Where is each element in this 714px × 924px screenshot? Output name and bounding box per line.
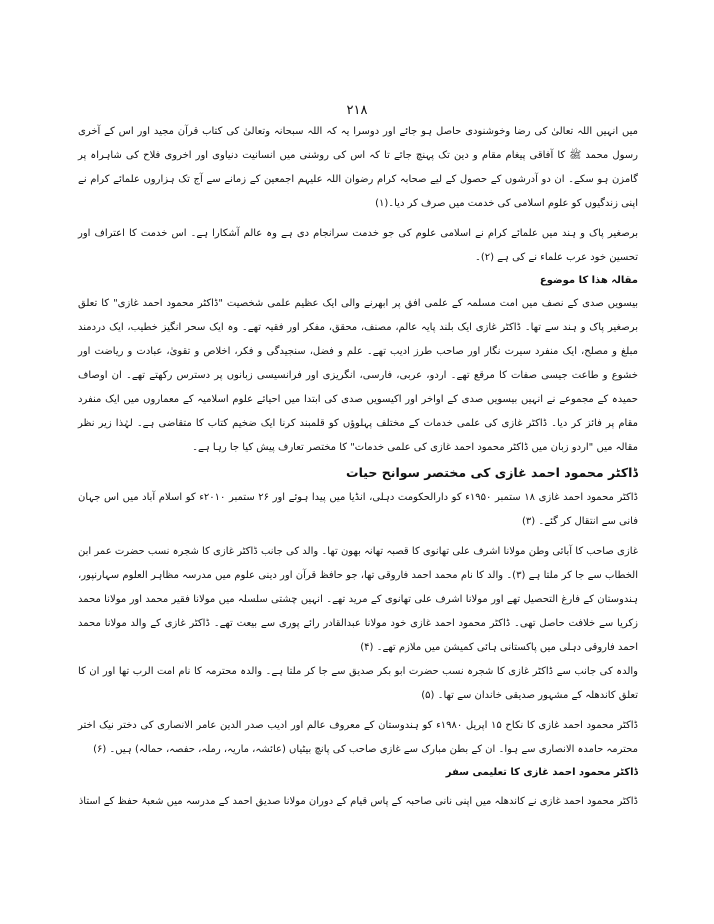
paragraph-marriage: ڈاکٹر محمود احمد غازی کا نکاح ۱۵ اپریل ۱۹۸۰ء کو ہندوستان کے معروف عالم اور ادیب صدر الدین عامر الانصاری کی دختر نیک اختر محترمہ حامدہ الانصاری سے ہوا۔ ان کے بطن مبارک سے غازی صاحب کی پانچ بیٹیاں (عائشہ، ماریہ، رملہ، حفصہ، حمالہ) ہیں۔ (۶) [78, 720, 638, 755]
page-number: ۲۱۸ [346, 103, 368, 118]
document-body [78, 120, 638, 814]
paragraph-subcontinent-scholars: برصغیر پاک و ہند میں علمائے کرام نے اسلامی علوم کی جو خدمت سرانجام دی ہے وہ عالم آشکارا ہے۔ اس خدمت کا اعتراف اور تحسین خود عرب علماء نے کی ہے (۲)۔ [78, 228, 638, 263]
paragraph-topic: بیسویں صدی کے نصف میں امت مسلمہ کے علمی افق پر ابھرنے والی ایک عظیم علمی شخصیت "ڈاکٹر محمود احمد غازی" کا تعلق برصغیر پاک و ہند سے تھا۔ ڈاکٹر غازی ایک بلند پایہ عالم، مصنف، محقق، مفکر اور فقیہ تھے۔ وہ ایک سحر انگیز خطیب، ایک دردمند مبلغ و مصلح، ایک منفرد سیرت نگار اور صاحب طرز ادیب تھے۔ علم و فضل، سنجیدگی و فکر، اخلاص و تقویٰ، عبادت و ریاضت اور خشوع و طاعت جیسی صفات کا مرقع تھے۔ اردو، عربی، فارسی، انگریزی اور فرانسیسی زبانوں پر دسترس رکھتے تھے۔ ان اوصاف حمیدہ کے مجموعے نے انہیں بیسویں صدی کے اواخر اور اکیسویں صدی کی ابتدا میں احیائے علوم اسلامیہ کے معماروں میں ایک منفرد مقام پر فائز کر دیا۔ ڈاکٹر غازی کی علمی خدمات کے مختلف پہلوؤں کو قلمبند کرنا ایک ضخیم کتاب کا متقاضی ہے۔ لہٰذا زیر نظر مقالہ میں "اردو زبان میں ڈاکٹر محمود احمد غازی کی علمی خدمات" کا مختصر تعارف پیش کیا جا رہا ہے۔ [78, 298, 638, 453]
paragraph-intro: میں انہیں اللہ تعالیٰ کی رضا وخوشنودی حاصل ہو جائے اور دوسرا یہ کہ اللہ سبحانہ وتعالیٰ کی کتاب قرآن مجید اور اس کے آخری رسول محمد ﷺ کا آفاقی پیغام مقام و دین تک پہنچ جائے تا کہ اس کی روشنی میں انسانیت دنیاوی اور اخروی فلاح کی شاہراہ پر گامزن ہو سکے۔ ان دو آدرشوں کے حصول کے لیے صحابہ کرام رضوان اللہ علیہم اجمعین کے زمانے سے آج تک ہزاروں علمائے کرام نے اپنی زندگیوں کو علوم اسلامی کی خدمت میں صرف کر دیا۔(۱) [78, 126, 638, 209]
paragraph-lineage-father: غازی صاحب کا آبائی وطن مولانا اشرف علی تھانوی کا قصبہ تھانہ بھون تھا۔ والد کی جانب ڈاکٹر غازی کا شجرہ نسب حضرت عمر ابن الخطاب سے جا کر ملتا ہے (۳)۔ والد کا نام محمد احمد فاروقی تھا، جو حافظ قرآن اور دینی علوم میں مدرسہ مظاہر العلوم سہارنپور، ہندوستان کے فارغ التحصیل تھے اور مولانا اشرف علی تھانوی کے مرید تھے۔ انہیں چشتی سلسلہ میں مولانا فقیر محمد اور مولانا محمد زکریا سے خلافت حاصل تھی۔ ڈاکٹر محمود احمد غازی خود مولانا عبدالقادر رائے پوری سے بیعت تھے۔ ڈاکٹر غازی کے والد مولانا محمد احمد فاروقی دہلی میں پاکستانی ہائی کمیشن میں ملازم تھے۔ (۴) [78, 546, 638, 653]
paragraph-birth-death: ڈاکٹر محمود احمد غازی ۱۸ ستمبر ۱۹۵۰ء کو دارالحکومت دہلی، انڈیا میں پیدا ہوئے اور ۲۶ ستمبر ۲۰۱۰ء کو اسلام آباد میں اس جہان فانی سے انتقال کر گئے۔ (۳) [78, 492, 639, 527]
paragraph-education: ڈاکٹر محمود احمد غازی نے کاندھلہ میں اپنی نانی صاحبہ کے پاس قیام کے دوران مولانا صدیق احمد کے مدرسہ میں شعبۂ حفظ کے استاذ [78, 796, 638, 807]
heading-biography: ڈاکٹر محمود احمد غازی کی مختصر سوانح حیات [346, 465, 638, 480]
heading-education: ڈاکٹر محمود احمد غازی کا تعلیمی سفر [445, 767, 638, 778]
paragraph-lineage-mother: والدہ کی جانب سے ڈاکٹر غازی کا شجرہ نسب حضرت ابو بکر صدیق سے جا کر ملتا ہے۔ والدہ محترمہ کا نام امت الرب تھا اور ان کا تعلق کاندھلہ کے مشہور صدیقی خاندان سے تھا۔ (۵) [78, 666, 638, 701]
heading-topic: مقالہ ھذا کا موضوع [539, 275, 638, 286]
